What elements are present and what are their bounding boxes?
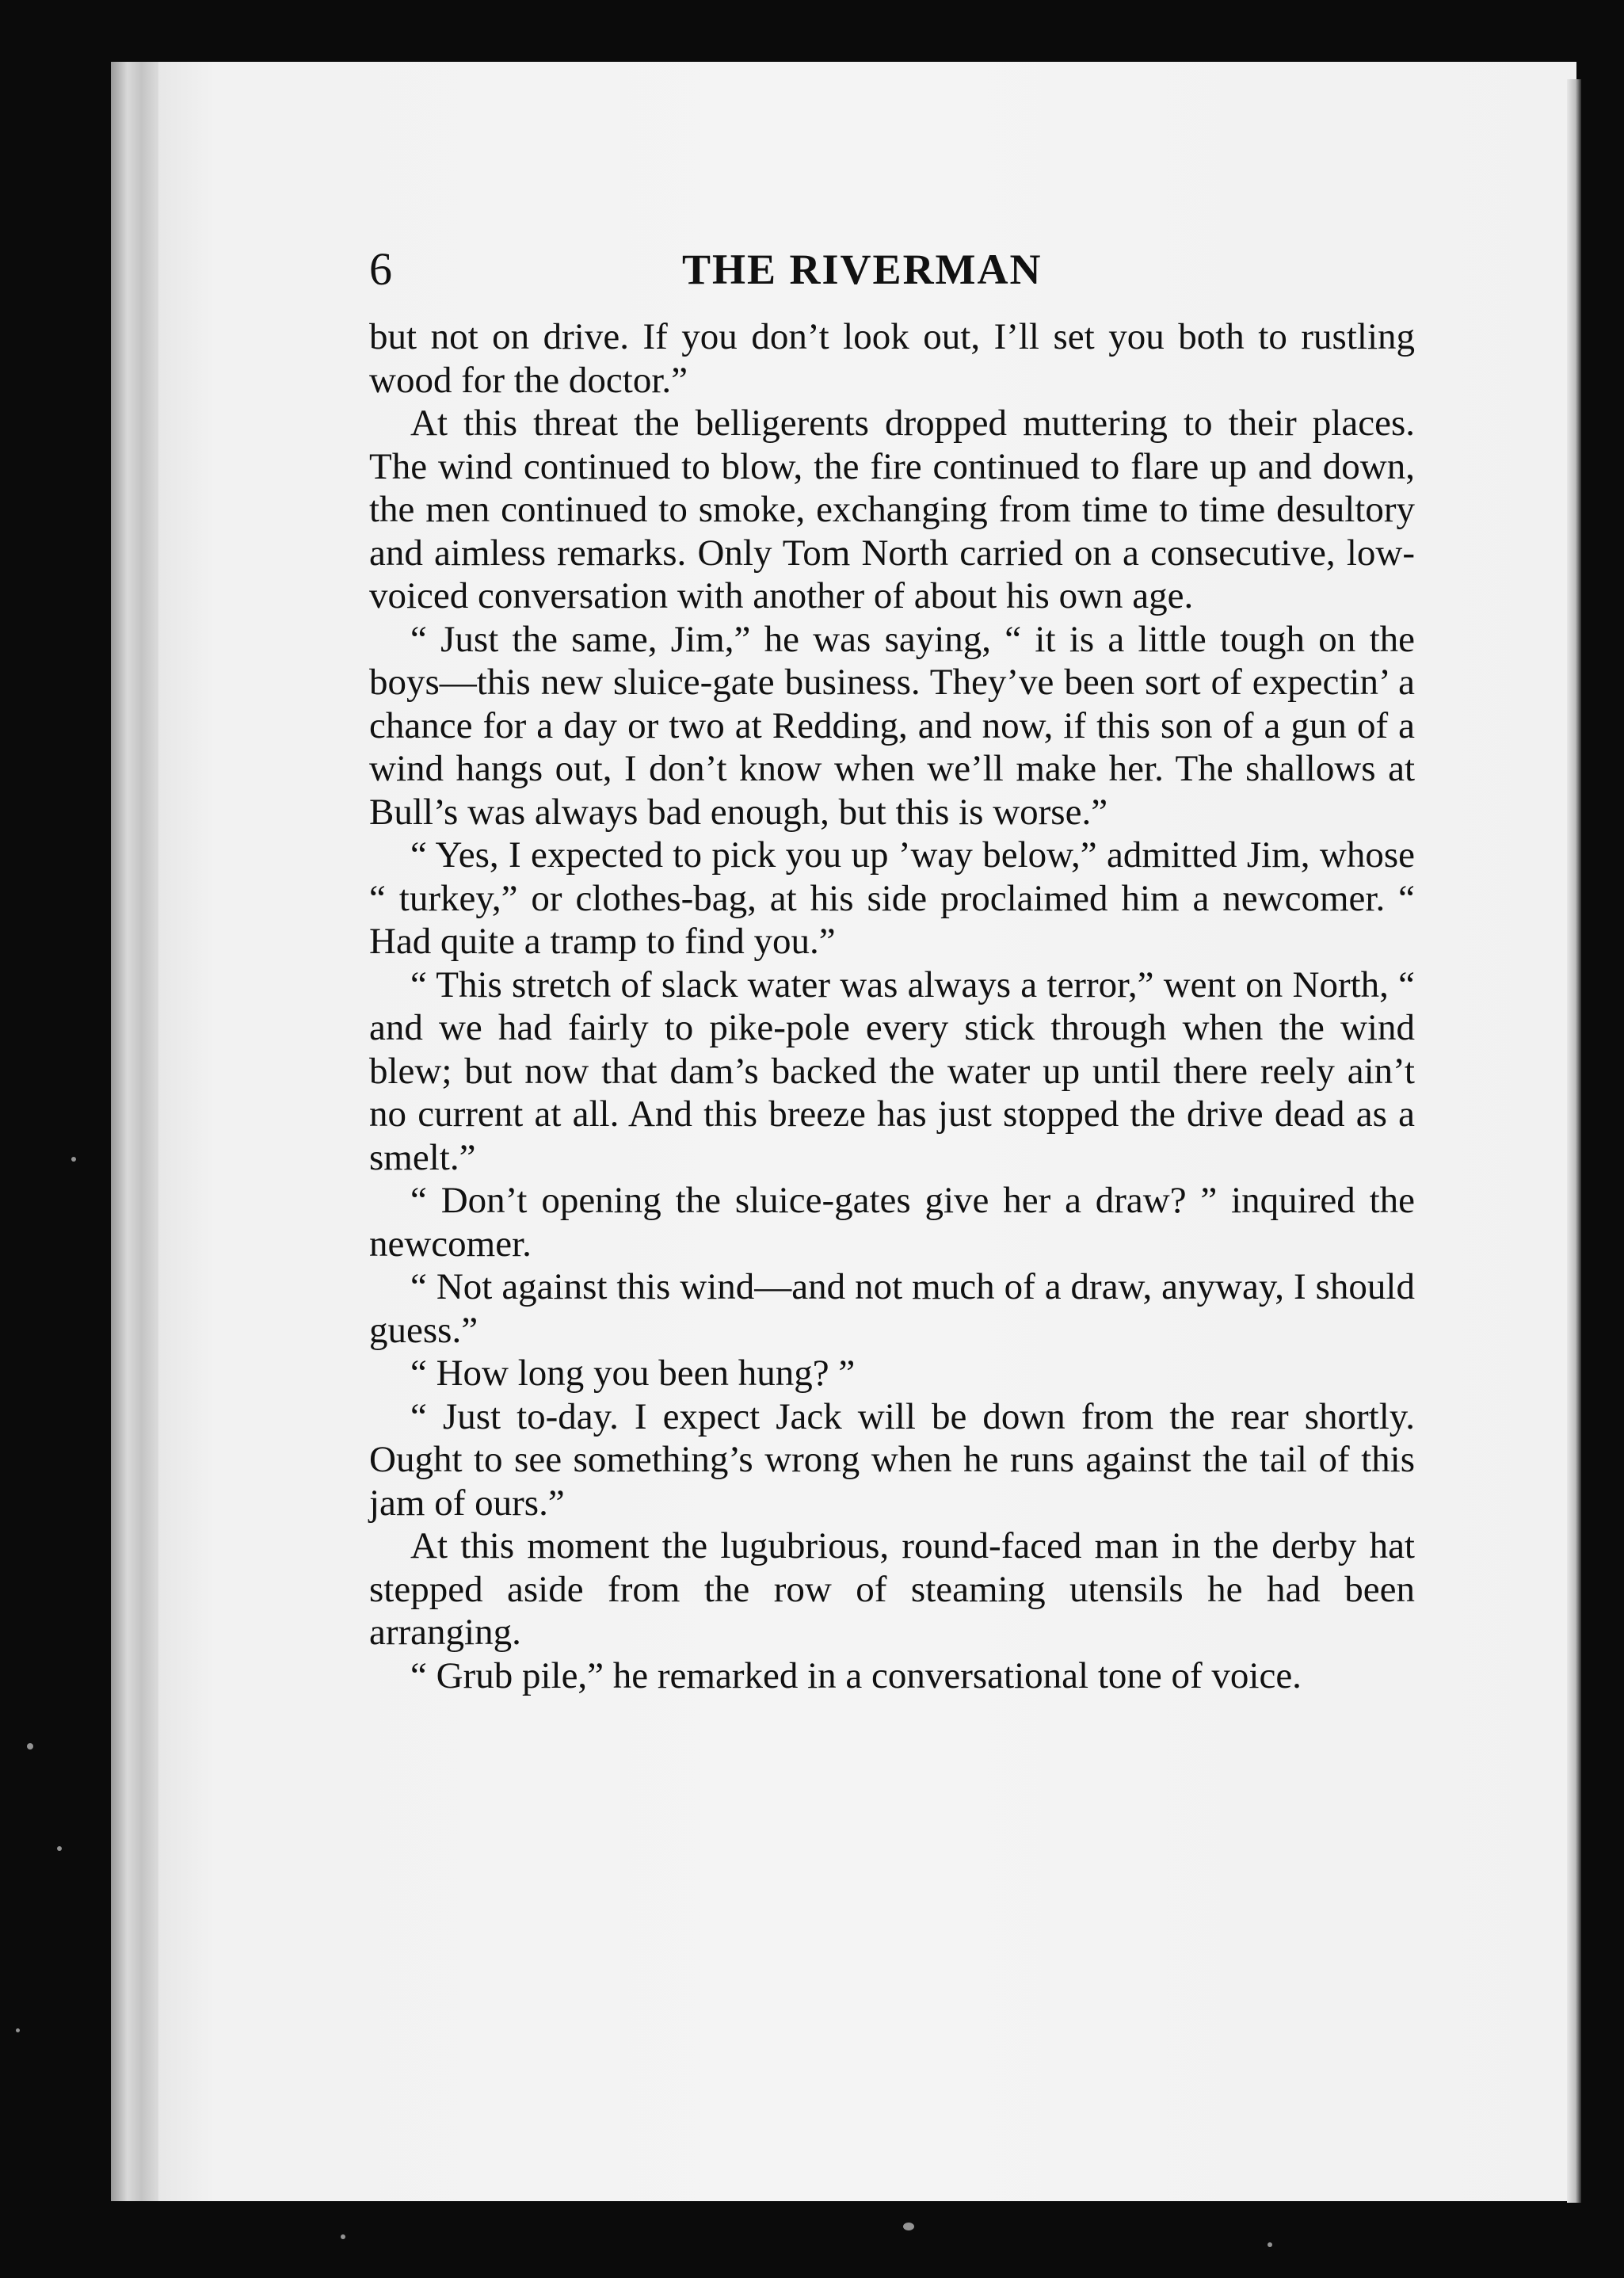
dust-speck [16,2028,20,2032]
paragraph: “ Just the same, Jim,” he was saying, “ it is a little tough on the boys—this new sluice-gate business. They’ve been sort of expectin’ a chance for a day or two at Redding, and now, if this son of a gun of a wind hangs out, I don’t know when we’ll make her. The shallows at Bull’s was always bad enough, but this is worse.” [369,618,1415,833]
page-header [369,238,1399,301]
paragraph: but not on drive. If you don’t look out, I’ll set you both to rustling wood for the doctor.” [369,316,1415,401]
paragraph: “ Just to-day. I expect Jack will be down from the rear shortly. Ought to see something’s wrong when he runs against the tail of this jam of ours.” [369,1395,1415,1524]
dust-speck [341,2234,345,2239]
paragraph: “ Not against this wind—and not much of a draw, anyway, I should guess.” [369,1266,1415,1351]
dust-speck [71,1157,76,1162]
paragraph: “ Grub pile,” he remarked in a conversational tone of voice. [410,1654,1302,1696]
body-text [369,315,1415,1697]
paragraph: “ How long you been hung? ” [410,1353,856,1394]
paragraph: At this threat the belligerents dropped muttering to their places. The wind continued to blow, the fire continued to flare up and down, the men continued to smoke, exchanging from time to time desultory and aimless remarks. Only Tom North carried on a consecutive, low-voiced conversation with another of about his own age. [369,403,1415,616]
page-number: 6 [369,243,392,295]
paragraph: “ Yes, I expected to pick you up ’way below,” admitted Jim, whose “ turkey,” or clothes-bag, at his side proclaimed him a newcomer. “ Had quite a tramp to find you.” [369,834,1415,962]
page-right-edge [1567,79,1581,2203]
dust-speck [27,1743,33,1750]
dust-speck [57,1846,62,1851]
paragraph: “ This stretch of slack water was always a terror,” went on North, “ and we had fairly to pike-pole every stick through when the wind blew; but now that dam’s backed the water up until there reely ain’t no current at all. And this breeze has just stopped the drive dead as a smelt.” [369,963,1415,1178]
dust-speck [1268,2242,1272,2247]
paragraph: “ Don’t opening the sluice-gates give her a draw? ” inquired the newcomer. [369,1180,1415,1265]
running-title: THE RIVERMAN [682,246,1043,293]
paragraph: At this moment the lugubrious, round-faced man in the derby hat stepped aside from the row of steaming utensils he had been arranging. [369,1525,1415,1653]
dust-speck [903,2223,914,2230]
